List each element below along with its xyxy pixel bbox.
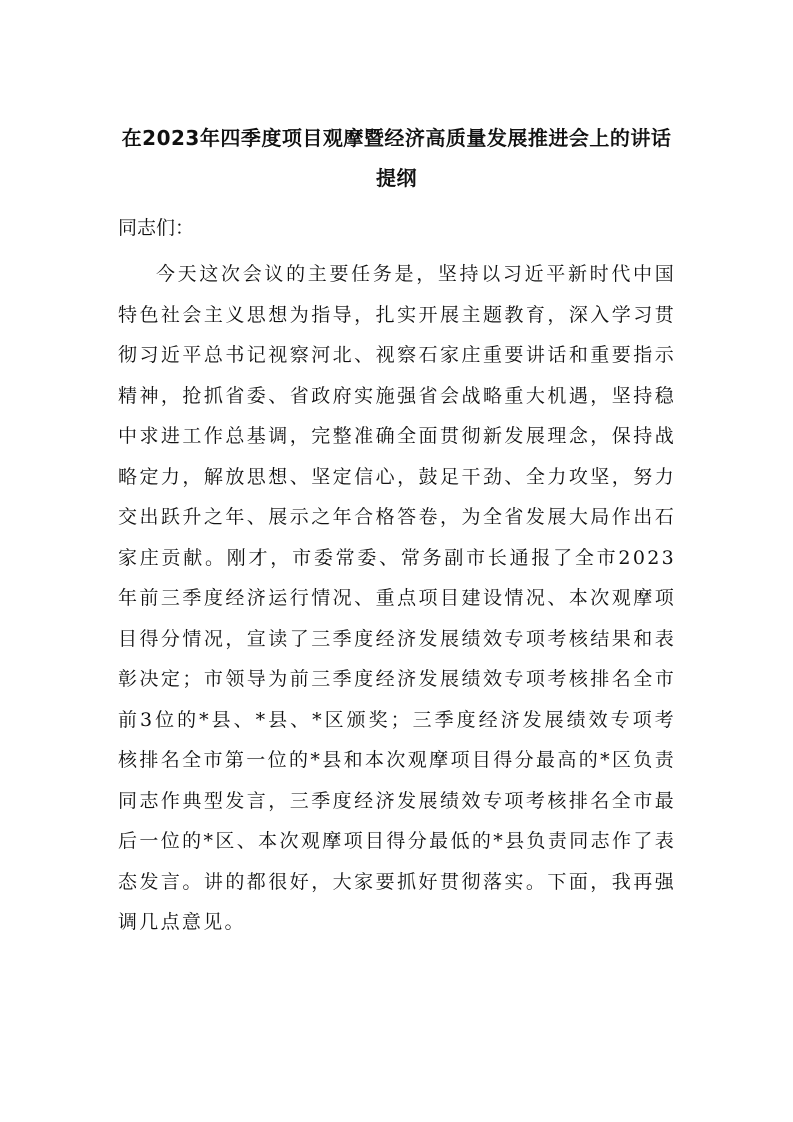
greeting: 同志们： (118, 217, 195, 239)
body-paragraph: 今天这次会议的主要任务是，坚持以习近平新时代中国特色社会主义思想为指导，扎实开展主题教育，深入学习贯彻习近平总书记视察河北、视察石家庄重要讲话和重要指示精神，抢抓省委、省政府实施强省会战略重大机遇，坚持稳中求进工作总基调，完整准确全面贯彻新发展理念，保持战略定力，解放思想、坚定信心，鼓足干劲、全力攻坚，努力交出跃升之年、展示之年合格答卷，为全省发展大局作出石家庄贡献。刚才，市委常委、常务副市长通报了全市2023年前三季度经济运行情况、重点项目建设情况、本次观摩项目得分情况，宣读了三季度经济发展绩效专项考核结果和表彰决定；市领导为前三季度经济发展绩效专项考核排名全市前3位的*县、*县、*区颁奖；三季度经济发展绩效专项考核排名全市第一位的*县和本次观摩项目得分最高的*区负责同志作典型发言，三季度经济发展绩效专项考核排名全市最后一位的*区、本次观摩项目得分最低的*县负责同志作了表态发言。讲的都很好，大家要抓好贯彻落实。下面，我再强调几点意见。 (118, 263, 676, 933)
document-title: 在2023年四季度项目观摩暨经济高质量发展推进会上的讲话提纲 (121, 126, 672, 190)
